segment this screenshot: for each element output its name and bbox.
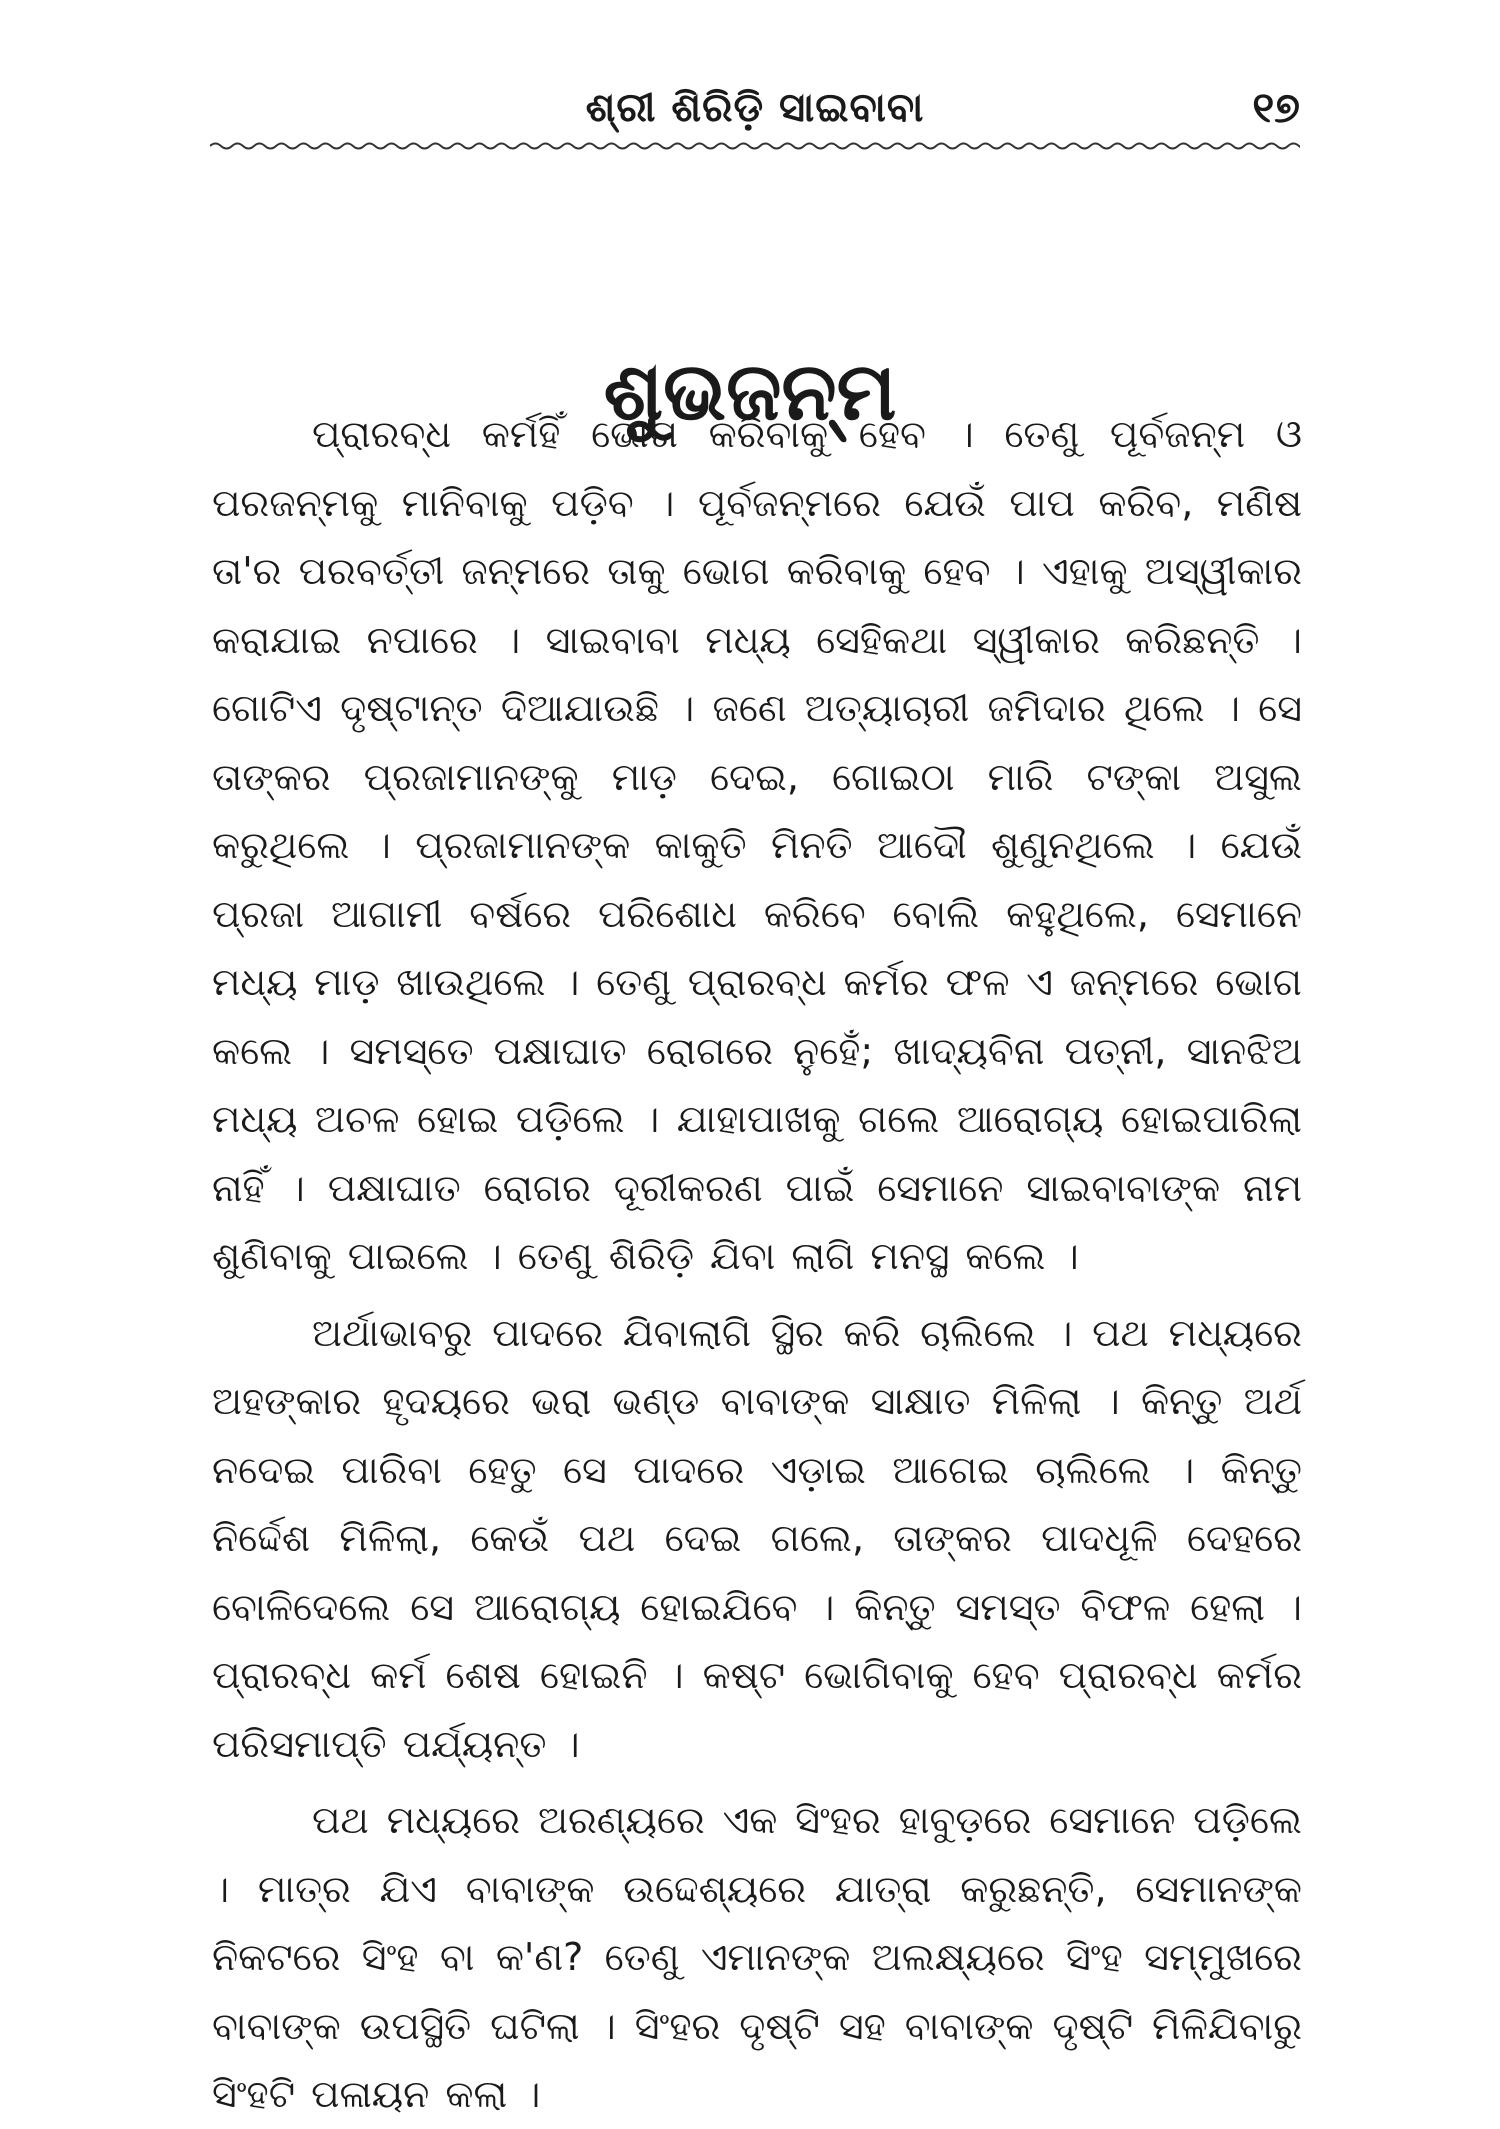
- wavy-header-rule: [210, 140, 1300, 152]
- paragraph: ଅର୍ଥାଭାବରୁ ପାଦରେ ଯିବାଲାଗି ସ୍ଥିର କରି ଚାଲିଲେ । ପଥ ମଧ୍ୟରେ ଅହଙ୍କାର ହୃଦୟରେ ଭରା ଭଣ୍ଡ ବାବାଙ୍କ ସାକ୍ଷାତ ମିଳିଲା । କିନ୍ତୁ ଅର୍ଥ ନଦେଇ ପାରିବା ହେତୁ ସେ ପାଦରେ ଏଡ଼ାଇ ଆଗେଇ ଚାଲିଲେ । କିନ୍ତୁ ନିର୍ଦ୍ଦେଶ ମିଳିଲା, କେଉଁ ପଥ ଦେଇ ଗଲେ, ତାଙ୍କର ପାଦଧୂଳି ଦେହରେ ବୋଳିଦେଲେ ସେ ଆରୋଗ୍ୟ ହୋଇଯିବେ । କିନ୍ତୁ ସମସ୍ତ ବିଫଳ ହେଲା । ପ୍ରାରବ୍ଧ କର୍ମ ଶେଷ ହୋଇନି । କଷ୍ଟ ଭୋଗିବାକୁ ହେବ ପ୍ରାରବ୍ଧ କର୍ମର ପରିସମାପ୍ତି ପର୍ଯ୍ୟନ୍ତ ।: [212, 1310, 1302, 1766]
- running-title: ଶ୍ରୀ ଶିରିଡ଼ି ସାଇବାବା: [585, 85, 925, 131]
- chapter-title: ଶୁଭଜନ୍ମ: [603, 344, 897, 438]
- page-number: ୧୭: [1252, 83, 1300, 132]
- running-header: [210, 78, 1300, 138]
- body-text: [212, 400, 1302, 2129]
- paragraph: ପଥ ମଧ୍ୟରେ ଅରଣ୍ୟରେ ଏକ ସିଂହର ହାବୁଡ଼ରେ ସେମାନେ ପଡ଼ିଲେ । ମାତ୍ର ଯିଏ ବାବାଙ୍କ ଉଦ୍ଦେଶ୍ୟରେ ଯାତ୍ରା କରୁଛନ୍ତି, ସେମାନଙ୍କ ନିକଟରେ ସିଂହ ବା କ'ଣ? ତେଣୁ ଏମାନଙ୍କ ଅଲକ୍ଷ୍ୟରେ ସିଂହ ସମ୍ମୁଖରେ ବାବାଙ୍କ ଉପସ୍ଥିତି ଘଟିଲା । ସିଂହର ଦୃଷ୍ଟି ସହ ବାବାଙ୍କ ଦୃଷ୍ଟି ମିଳିଯିବାରୁ ସିଂହଟି ପଳାୟନ କଲା ।: [212, 1798, 1302, 2116]
- paragraph: ପ୍ରାରବ୍ଧ କର୍ମହିଁ ଭୋଗ କରିବାକୁ ହେବ । ତେଣୁ ପୂର୍ବଜନ୍ମ ଓ ପରଜନ୍ମକୁ ମାନିବାକୁ ପଡ଼ିବ । ପୂର୍ବଜନ୍ମରେ ଯେଉଁ ପାପ କରିବ, ମଣିଷ ତା'ର ପରବର୍ତ୍ତୀ ଜନ୍ମରେ ତାକୁ ଭୋଗ କରିବାକୁ ହେବ । ଏହାକୁ ଅସ୍ୱୀକାର କରାଯାଇ ନପାରେ । ସାଇବାବା ମଧ୍ୟ ସେହିକଥା ସ୍ୱୀକାର କରିଛନ୍ତି । ଗୋଟିଏ ଦୃଷ୍ଟାନ୍ତ ଦିଆଯାଉଛି । ଜଣେ ଅତ୍ୟାଚାରୀ ଜମିଦାର ଥିଲେ । ସେ ତାଙ୍କର ପ୍ରଜାମାନଙ୍କୁ ମାଡ଼ ଦେଇ, ଗୋଇଠା ମାରି ଟଙ୍କା ଅସୁଲ କରୁଥିଲେ । ପ୍ରଜାମାନଙ୍କ କାକୁତି ମିନତି ଆଦୌ ଶୁଣୁନଥିଲେ । ଯେଉଁ ପ୍ରଜା ଆଗାମୀ ବର୍ଷରେ ପରିଶୋଧ କରିବେ ବୋଲି କହୁଥିଲେ, ସେମାନେ ମଧ୍ୟ ମାଡ଼ ଖାଉଥିଲେ । ତେଣୁ ପ୍ରାରବ୍ଧ କର୍ମର ଫଳ ଏ ଜନ୍ମରେ ଭୋଗ କଲେ । ସମସ୍ତେ ପକ୍ଷାଘାତ ରୋଗରେ ନୁହେଁ; ଖାଦ୍ୟବିନା ପତ୍ନୀ, ସାନଝିଅ ମଧ୍ୟ ଅଚଳ ହୋଇ ପଡ଼ିଲେ । ଯାହାପାଖକୁ ଗଲେ ଆରୋଗ୍ୟ ହୋଇପାରିଲା ନାହିଁ । ପକ୍ଷାଘାତ ରୋଗର ଦୂରୀକରଣ ପାଇଁ ସେମାନେ ସାଇବାବାଙ୍କ ନାମ ଶୁଣିବାକୁ ପାଇଲେ । ତେଣୁ ଶିରିଡ଼ି ଯିବା ଲାଗି ମନସ୍ଥ କଲେ ।: [212, 412, 1302, 1278]
